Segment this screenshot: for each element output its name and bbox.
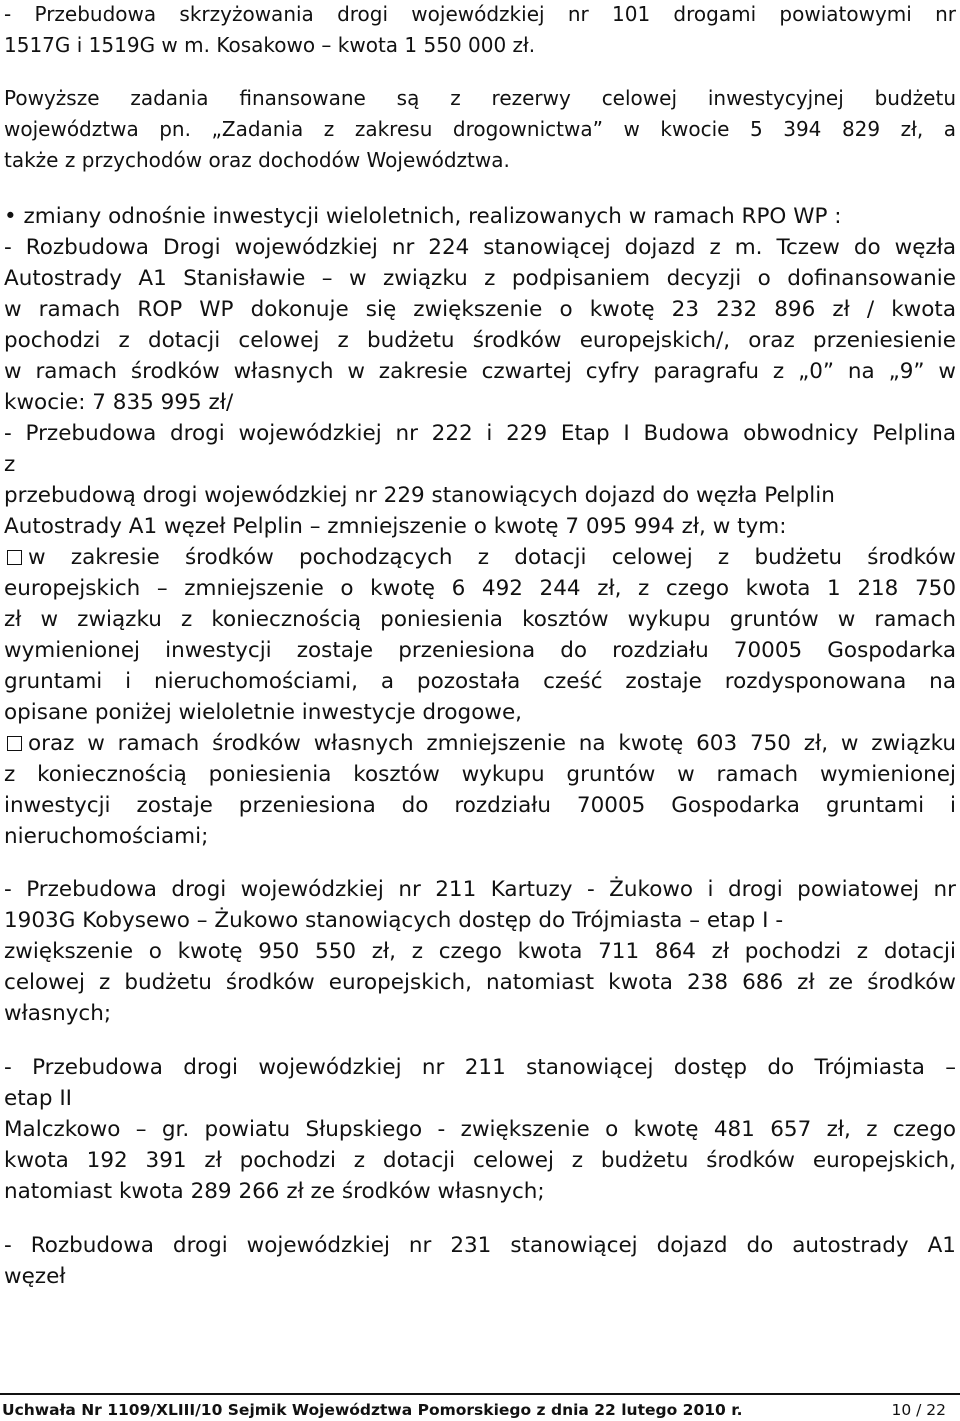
text-line: 1517G i 1519G w m. Kosakowo – kwota 1 550 000 zł. [4,33,536,57]
text-line: - Przebudowa drogi wojewódzkiej nr 222 i 229 Etap I Budowa obwodnicy Pelplina [4,421,956,446]
text-line: z koniecznością poniesienia kosztów wykupu gruntów w ramach wymienionej [4,762,956,787]
checkbox-item [4,542,956,573]
checkbox-item [4,728,956,759]
text-line: z [4,452,16,477]
footer-page-number: 10 / 22 [891,1401,946,1419]
footer-document-title: Uchwała Nr 1109/XLIII/10 Sejmik Województwa Pomorskiego z dnia 22 lutego 2010 r. [2,1401,743,1419]
empty-square-icon [7,550,22,565]
text-line: zwiększenie o kwotę 950 550 zł, z czego kwota 711 864 zł pochodzi z dotacji [4,939,956,964]
text-line: - Rozbudowa drogi wojewódzkiej nr 231 stanowiącej dojazd do autostrady A1 [4,1233,956,1258]
text-line: w ramach środków własnych w zakresie czwartej cyfry paragrafu z „0” na „9” w [4,359,956,384]
text-line: opisane poniżej wieloletnie inwestycje drogowe, [4,700,523,725]
text-line: w ramach ROP WP dokonuje się zwiększenie o kwotę 23 232 896 zł / kwota [4,297,956,322]
text-line: - Przebudowa drogi wojewódzkiej nr 211 stanowiącej dostęp do Trójmiasta – [4,1055,956,1080]
text-line: Powyższe zadania finansowane są z rezerwy celowej inwestycyjnej budżetu [4,86,956,110]
text-line: europejskich – zmniejszenie o kwotę 6 492 244 zł, z czego kwota 1 218 750 [4,576,956,601]
text-line: - Rozbudowa Drogi wojewódzkiej nr 224 stanowiącej dojazd z m. Tczew do węzła [4,235,956,260]
text-line: etap II [4,1086,72,1111]
text-line: - Przebudowa drogi wojewódzkiej nr 211 Kartuzy - Żukowo i drogi powiatowej nr [4,877,956,902]
text-line: inwestycji zostaje przeniesiona do rozdziału 70005 Gospodarka gruntami i [4,793,956,818]
text-line: w zakresie środków pochodzących z dotacji celowej z budżetu środków [28,545,956,570]
text-line: węzeł [4,1264,66,1289]
text-line: Malczkowo – gr. powiatu Słupskiego - zwiększenie o kwotę 481 657 zł, z czego [4,1117,956,1142]
text-line: własnych; [4,1001,112,1026]
text-line: kwota 192 391 zł pochodzi z dotacji celowej z budżetu środków europejskich, [4,1148,956,1173]
text-line: kwocie: 7 835 995 zł/ [4,390,234,415]
text-line: natomiast kwota 289 266 zł ze środków własnych; [4,1179,545,1204]
text-line: województwa pn. „Zadania z zakresu drogownictwa” w kwocie 5 394 829 zł, a [4,117,956,141]
text-line: gruntami i nieruchomościami, a pozostała cześć zostaje rozdysponowana na [4,669,956,694]
text-line: wymienionej inwestycji zostaje przeniesiona do rozdziału 70005 Gospodarka [4,638,956,663]
text-line: celowej z budżetu środków europejskich, natomiast kwota 238 686 zł ze środków [4,970,956,995]
text-line: Autostrady A1 węzeł Pelplin – zmniejszenie o kwotę 7 095 994 zł, w tym: [4,514,787,539]
text-line: oraz w ramach środków własnych zmniejszenie na kwotę 603 750 zł, w związku [28,731,956,756]
text-line: przebudową drogi wojewódzkiej nr 229 stanowiących dojazd do węzła Pelplin [4,483,835,508]
text-line: pochodzi z dotacji celowej z budżetu środków europejskich/, oraz przeniesienie [4,328,956,353]
text-line: - Przebudowa skrzyżowania drogi wojewódzkiej nr 101 drogami powiatowymi nr [4,2,956,26]
text-line: zł w związku z koniecznością poniesienia kosztów wykupu gruntów w ramach [4,607,956,632]
text-line: także z przychodów oraz dochodów Województwa. [4,148,510,172]
text-line: nieruchomościami; [4,824,209,849]
text-line: Autostrady A1 Stanisławie – w związku z podpisaniem decyzji o dofinansowanie [4,266,956,291]
bullet-line: • zmiany odnośnie inwestycji wieloletnich, realizowanych w ramach RPO WP : [4,204,842,229]
footer-divider [0,1393,960,1395]
text-line: 1903G Kobysewo – Żukowo stanowiących dostęp do Trójmiasta – etap I - [4,908,784,933]
empty-square-icon [7,736,22,751]
